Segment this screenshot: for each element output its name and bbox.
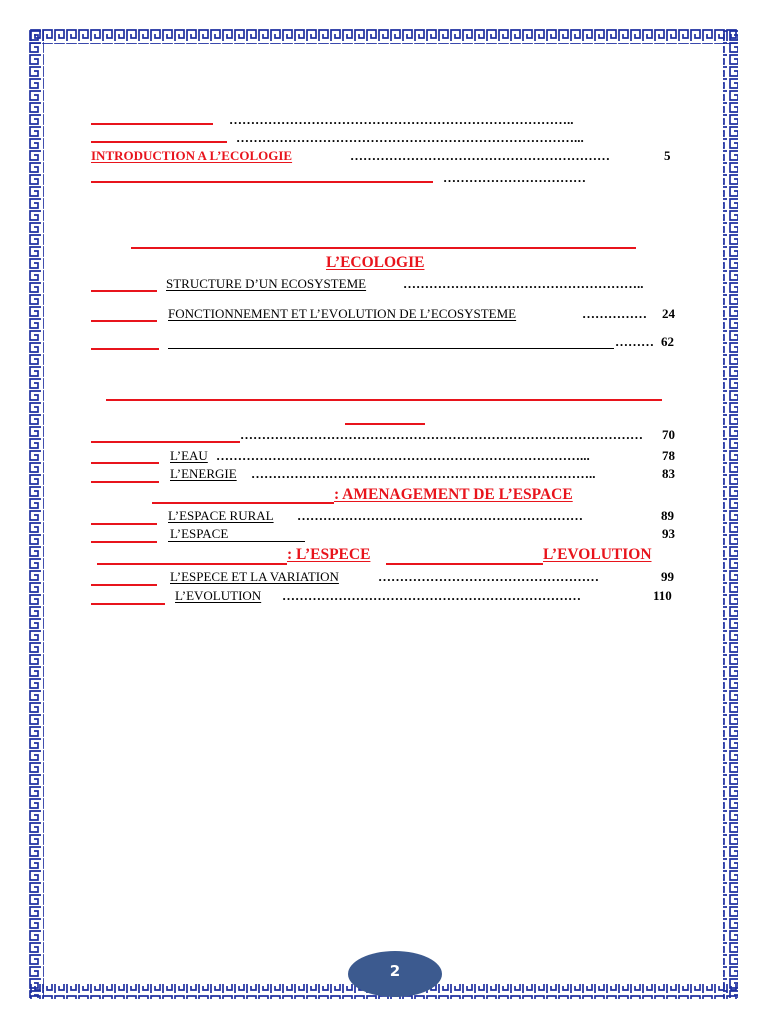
part-heading-rule bbox=[386, 563, 543, 565]
chapter-label-rule bbox=[91, 441, 240, 443]
red-underline-blank bbox=[91, 181, 433, 183]
toc-entry-energie[interactable]: L’ENERGIE bbox=[170, 466, 237, 481]
chapter-label-rule bbox=[91, 348, 159, 350]
toc-page-number: 93 bbox=[662, 526, 675, 541]
toc-page-number: 78 bbox=[662, 448, 675, 463]
toc-dots: …………… bbox=[582, 306, 647, 321]
toc-dots: ………………………………………………………………………………… bbox=[240, 427, 643, 442]
chapter-label-rule bbox=[91, 481, 159, 483]
part-heading-rule bbox=[152, 502, 334, 504]
toc-page-number: 5 bbox=[664, 148, 671, 163]
toc-page-number: 110 bbox=[653, 588, 672, 603]
toc-page-number: 24 bbox=[662, 306, 675, 321]
toc-dots: ………………………………………………………… bbox=[297, 508, 583, 523]
part-heading-rule bbox=[106, 399, 662, 401]
part-title-evolution: L’EVOLUTION bbox=[543, 546, 652, 563]
toc-entry-structure-ecosysteme[interactable]: STRUCTURE D’UN ECOSYSTEME bbox=[166, 276, 367, 291]
toc-entry-espace[interactable]: L’ESPACE bbox=[170, 526, 229, 541]
page-number: 2 bbox=[389, 962, 401, 980]
toc-dots: ……… bbox=[615, 334, 654, 349]
blank-title-rule bbox=[168, 348, 614, 349]
part-heading-rule bbox=[97, 563, 287, 565]
part-title-amenagement: : AMENAGEMENT DE L’ESPACE bbox=[334, 486, 573, 503]
blank-title-rule bbox=[168, 541, 305, 542]
toc-dots: …………………………………………………………………….. bbox=[229, 112, 574, 127]
red-underline-blank bbox=[91, 123, 213, 125]
chapter-label-rule bbox=[91, 320, 157, 322]
chapter-label-rule bbox=[91, 541, 157, 543]
toc-entry-introduction[interactable]: INTRODUCTION A L’ECOLOGIE bbox=[91, 148, 293, 163]
red-underline-blank bbox=[91, 141, 227, 143]
part-title-ecologie: L’ECOLOGIE bbox=[326, 254, 425, 271]
toc-entry-espace-rural[interactable]: L’ESPACE RURAL bbox=[168, 508, 274, 523]
toc-page-number: 99 bbox=[661, 569, 674, 584]
toc-dots: …………………………………………… bbox=[378, 569, 599, 584]
toc-page-number: 83 bbox=[662, 466, 675, 481]
toc-page-number: 89 bbox=[661, 508, 674, 523]
toc-entry-espece-variation[interactable]: L’ESPECE ET LA VARIATION bbox=[170, 569, 339, 584]
part-title-espece: : L’ESPECE bbox=[287, 546, 371, 563]
chapter-label-rule bbox=[91, 462, 159, 464]
toc-entry-eau[interactable]: L’EAU bbox=[170, 448, 208, 463]
toc-dots: …………………………… bbox=[443, 170, 586, 185]
toc-dots: …………………………………………………………………….. bbox=[251, 466, 596, 481]
toc-dots: ……………………………………………….. bbox=[403, 276, 644, 291]
toc-entry-fonctionnement-ecosysteme[interactable]: FONCTIONNEMENT ET L’EVOLUTION DE L’ECOSYSTEME bbox=[168, 306, 517, 321]
chapter-label-rule bbox=[91, 290, 157, 292]
toc-entry-evolution[interactable]: L’EVOLUTION bbox=[175, 588, 262, 603]
part-heading-rule bbox=[131, 247, 636, 249]
toc-dots: …………………………………………………… bbox=[350, 148, 610, 163]
toc-dots: ……………………………………………………………………... bbox=[236, 130, 584, 145]
chapter-label-rule bbox=[91, 603, 165, 605]
chapter-label-rule bbox=[91, 523, 157, 525]
toc-page-number: 70 bbox=[662, 427, 675, 442]
part-heading-rule bbox=[345, 423, 425, 425]
toc-page-number: 62 bbox=[661, 334, 674, 349]
toc-dots: …………………………………………………………………………... bbox=[216, 448, 590, 463]
chapter-label-rule bbox=[91, 584, 157, 586]
toc-dots: …………………………………………………………… bbox=[282, 588, 581, 603]
